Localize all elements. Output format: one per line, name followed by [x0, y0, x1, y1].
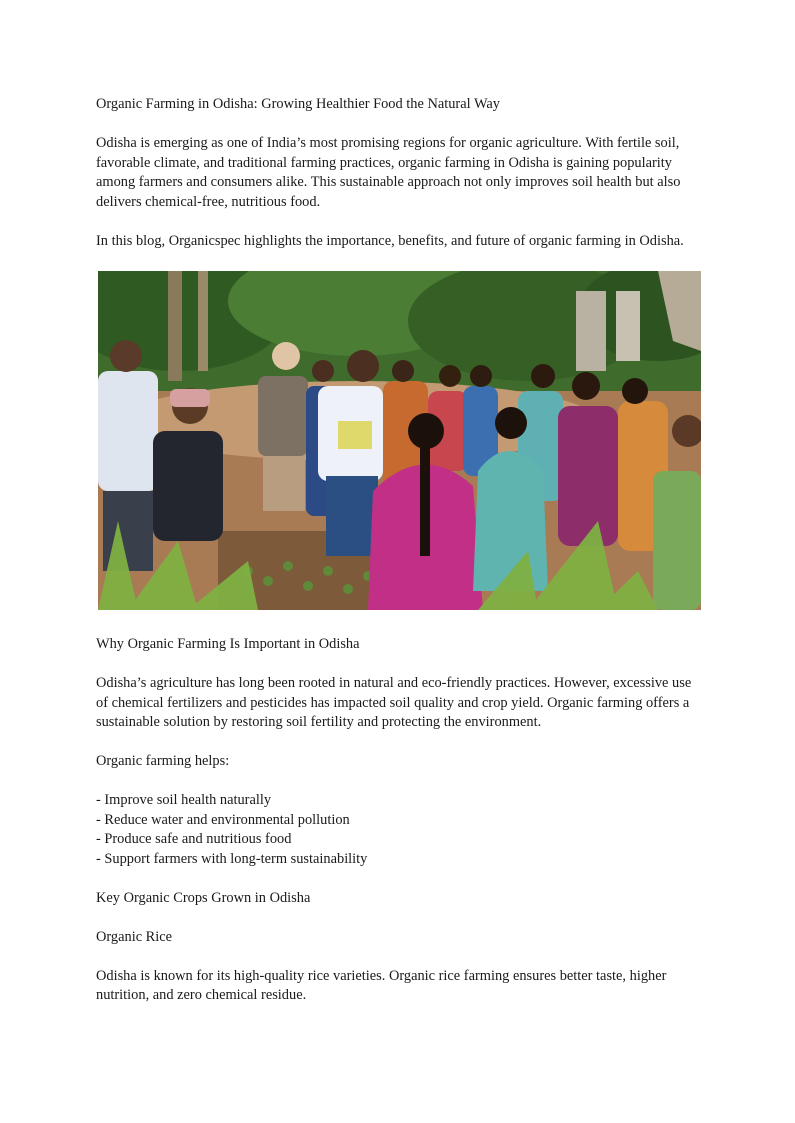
- helps-intro: Organic farming helps:: [96, 753, 230, 769]
- document-title: Organic Farming in Odisha: Growing Healthier Food the Natural Way: [96, 96, 500, 112]
- list-item: - Produce safe and nutritious food: [96, 831, 292, 847]
- list-item: - Reduce water and environmental pollution: [96, 811, 350, 828]
- document-page: [96, 95, 706, 1006]
- list-item: - Improve soil health naturally: [96, 792, 272, 808]
- section1-body: Odisha’s agriculture has long been rooted in natural and eco-friendly practices. However, excessive use of chemical fertilizers and pesticides has impacted soil quality and crop yield. Organic farming offers a sustainable solution by restoring soil fertility and protecting the environment.: [96, 675, 692, 730]
- section1-heading: Why Organic Farming Is Important in Odisha: [96, 636, 360, 652]
- section2-heading: Key Organic Crops Grown in Odisha: [96, 889, 311, 906]
- helps-list: [96, 791, 706, 869]
- organic-rice-body: Odisha is known for its high-quality rice varieties. Organic rice farming ensures better taste, higher nutrition, and zero chemical residue.: [96, 967, 667, 1003]
- blog-note-paragraph: In this blog, Organicspec highlights the importance, benefits, and future of organic farming in Odisha.: [96, 232, 684, 249]
- organic-rice-heading: Organic Rice: [96, 928, 173, 945]
- intro-paragraph: Odisha is emerging as one of India’s most promising regions for organic agriculture. With fertile soil, favorable climate, and traditional farming practices, organic farming in Odisha is gaining popularity among farmers and consumers alike. This sustainable approach not only improves soil health but also delivers chemical-free, nutritious food.: [96, 135, 681, 210]
- farmers-group-photo: [98, 271, 701, 610]
- list-item: - Support farmers with long-term sustainability: [96, 850, 368, 867]
